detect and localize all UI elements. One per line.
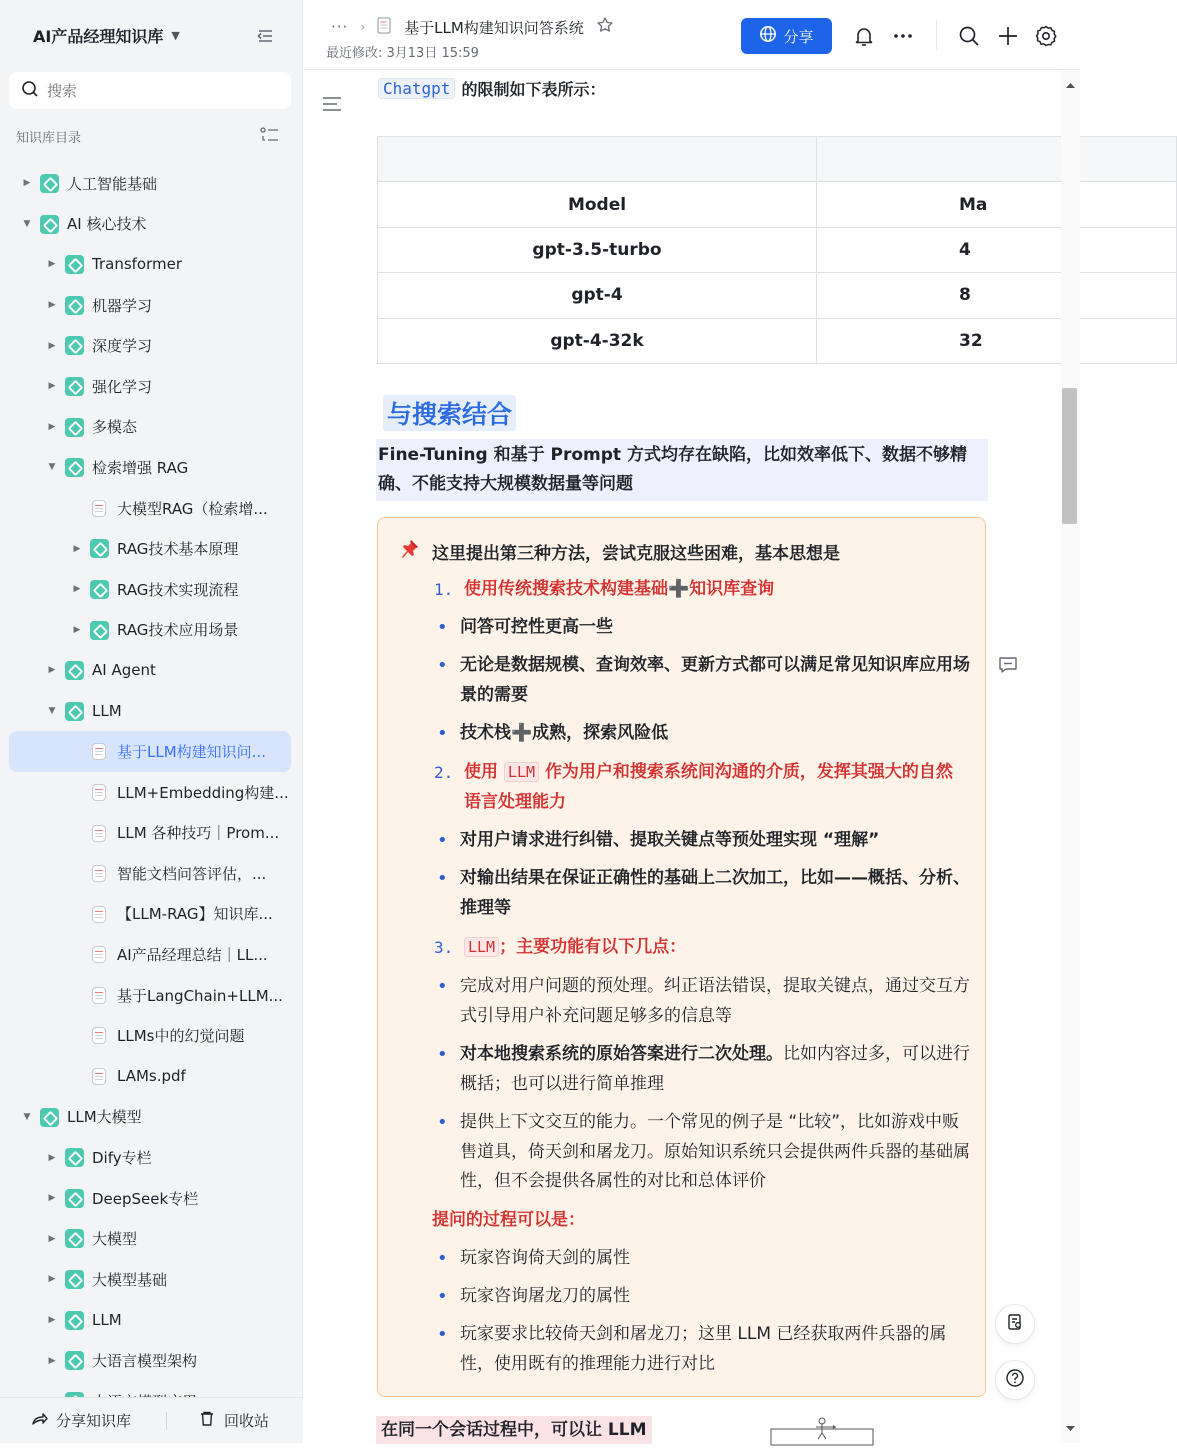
sidebar-item-label: DeepSeek专栏 xyxy=(92,1189,199,1208)
help-icon xyxy=(1005,1368,1025,1392)
sidebar-item-label: AI 核心技术 xyxy=(67,215,147,234)
caret-right-icon[interactable]: ▶ xyxy=(48,300,56,311)
section-heading: 与搜索结合 xyxy=(383,395,516,431)
share-kb-label: 分享知识库 xyxy=(56,1412,132,1430)
plus-emoji-icon: ➕ xyxy=(668,579,690,599)
sidebar-item-label: LLM 各种技巧｜Prom... xyxy=(117,824,280,843)
sidebar-item[interactable] xyxy=(0,244,303,285)
sidebar-item[interactable] xyxy=(0,610,303,651)
bullet-dot: • xyxy=(437,723,448,744)
knowledge-base-icon xyxy=(65,1229,84,1248)
kb-switcher[interactable] xyxy=(33,24,180,47)
sidebar-item[interactable] xyxy=(0,691,303,732)
bullet-dot: • xyxy=(437,1044,448,1065)
callout-lead xyxy=(398,538,840,565)
trash-button[interactable] xyxy=(198,1410,269,1432)
inline-code: Chatgpt xyxy=(378,78,455,99)
sidebar-item[interactable] xyxy=(0,1300,303,1341)
caret-right-icon[interactable]: ▶ xyxy=(48,1233,56,1244)
table-cell: 8 xyxy=(817,273,1177,318)
breadcrumb-more[interactable]: ··· xyxy=(331,18,349,36)
list-marker: 1. xyxy=(434,580,454,599)
highlight-block: 在同一个会话过程中，可以让 LLM xyxy=(376,1416,652,1444)
share-icon xyxy=(30,1410,48,1432)
table-cell: gpt-4 xyxy=(378,273,817,318)
plus-icon[interactable] xyxy=(996,24,1020,48)
table-row xyxy=(378,273,1177,318)
item-text: 问答可控性更高一些 xyxy=(460,617,613,637)
document-icon xyxy=(1006,1313,1024,1335)
caret-down-icon[interactable]: ▼ xyxy=(23,1111,31,1122)
document-icon xyxy=(92,906,106,923)
sidebar-item-label: Dify专栏 xyxy=(92,1149,152,1168)
knowledge-base-icon xyxy=(65,702,84,721)
caret-right-icon[interactable]: ▶ xyxy=(48,1274,56,1285)
table-cell: gpt-3.5-turbo xyxy=(378,227,817,272)
sidebar-item[interactable] xyxy=(0,1178,303,1219)
callout-lead-text: 这里提出第三种方法，尝试克服这些困难，基本思想是 xyxy=(432,544,840,564)
table-cell: Ma xyxy=(817,182,1177,227)
sidebar-item-label: RAG技术实现流程 xyxy=(117,580,239,599)
caret-right-icon[interactable]: ▶ xyxy=(48,665,56,676)
sidebar-item-label: 多模态 xyxy=(92,418,138,437)
sidebar-item[interactable] xyxy=(0,569,303,610)
item-text: 技术栈 xyxy=(460,723,511,743)
sidebar-item-label: 人工智能基础 xyxy=(67,174,158,193)
sidebar-item-label: 深度学习 xyxy=(92,337,153,356)
sidebar-item[interactable] xyxy=(0,1218,303,1259)
doc-content xyxy=(304,71,1060,1443)
sidebar-item[interactable] xyxy=(0,934,303,975)
sidebar-item-label: 基于LLM构建知识问... xyxy=(117,743,266,762)
knowledge-base-icon xyxy=(40,215,59,234)
sidebar-item-label: 基于LangChain+LLM... xyxy=(117,986,283,1005)
sidebar-item[interactable] xyxy=(0,1259,303,1300)
caret-right-icon[interactable]: ▶ xyxy=(23,178,31,189)
search-icon xyxy=(21,80,39,102)
item-text: 玩家咨询屠龙刀的属性 xyxy=(460,1286,630,1306)
doc-icon xyxy=(377,17,392,38)
directory-label: 知识库目录 xyxy=(16,131,82,146)
sub-heading: 提问的过程可以是： xyxy=(432,1210,585,1230)
limits-table xyxy=(377,136,986,363)
caret-down-icon[interactable]: ▼ xyxy=(23,218,31,229)
sidebar-item[interactable] xyxy=(0,772,303,813)
list-view-icon[interactable] xyxy=(260,126,280,144)
sidebar-item-label: LLM大模型 xyxy=(67,1108,142,1127)
sidebar-item[interactable] xyxy=(0,366,303,407)
caret-right-icon[interactable]: ▶ xyxy=(73,543,81,554)
chevron-right-icon: › xyxy=(360,20,366,34)
bullet-dot: • xyxy=(437,1112,448,1133)
sidebar-item-label: RAG技术基本原理 xyxy=(117,540,239,559)
knowledge-base-icon xyxy=(65,1148,84,1167)
sidebar-item[interactable] xyxy=(0,1015,303,1056)
knowledge-base-icon xyxy=(90,580,109,599)
item-text: 使用 xyxy=(464,762,498,782)
caret-right-icon[interactable]: ▶ xyxy=(48,1193,56,1204)
diagram-preview xyxy=(770,1415,874,1445)
star-icon[interactable] xyxy=(596,16,614,38)
knowledge-base-icon xyxy=(65,1270,84,1289)
item-text: 比如内容过多，可以进行概括；也可以进行简单推理 xyxy=(460,1044,970,1094)
caret-down-icon: ▼ xyxy=(171,29,180,42)
sidebar-item[interactable] xyxy=(0,528,303,569)
inline-code: LLM xyxy=(504,762,539,782)
bullet-dot: • xyxy=(437,1286,448,1307)
document-icon xyxy=(92,500,106,517)
share-label: 分享 xyxy=(783,27,814,46)
sidebar-item-label: 智能文档问答评估，... xyxy=(117,864,267,883)
sidebar-item-label: 机器学习 xyxy=(92,296,153,315)
sidebar-item-label: Transformer xyxy=(92,255,183,274)
doc-title: 基于LLM构建知识问答系统 xyxy=(404,18,584,37)
share-kb-button[interactable] xyxy=(30,1410,131,1432)
doc-header xyxy=(304,0,1080,70)
knowledge-base-icon xyxy=(40,1108,59,1127)
bell-icon[interactable] xyxy=(852,24,876,48)
item-text: 玩家咨询倚天剑的属性 xyxy=(460,1248,630,1268)
knowledge-base-icon xyxy=(90,621,109,640)
knowledge-base-icon xyxy=(90,539,109,558)
knowledge-base-icon xyxy=(65,661,84,680)
divider xyxy=(166,1412,167,1430)
sidebar-item[interactable] xyxy=(0,975,303,1016)
sidebar-item-label: LLM+Embedding构建... xyxy=(117,783,289,802)
bullet-dot: • xyxy=(437,868,448,889)
bullet-dot: • xyxy=(437,655,448,676)
table-cell: 32 xyxy=(817,318,1177,363)
document-icon xyxy=(92,1027,106,1044)
table-row xyxy=(378,182,1177,227)
help-button[interactable] xyxy=(995,1360,1035,1400)
sidebar-item-label: 检索增强 RAG xyxy=(92,458,189,477)
trash-label: 回收站 xyxy=(224,1412,270,1430)
bullet-dot: • xyxy=(437,1248,448,1269)
sidebar-item-label: 强化学习 xyxy=(92,377,153,396)
intro-line xyxy=(378,77,605,100)
caret-down-icon[interactable]: ▼ xyxy=(48,462,56,473)
sidebar-item[interactable] xyxy=(0,650,303,691)
sidebar-item[interactable] xyxy=(0,204,303,245)
sidebar-item-label: AI Agent xyxy=(92,661,156,680)
knowledge-base-icon xyxy=(65,296,84,315)
item-text: 提供上下文交互的能力。一个常见的例子是 “比较”，比如游戏中贩售道具，倚天剑和屠龙刀。原始知识系统只会提供两件兵器的基础属性，但不会提供各属性的对比和总体评价 xyxy=(460,1112,970,1191)
sidebar-item-label: 【LLM-RAG】知识库... xyxy=(117,905,273,924)
sidebar-item-label: AI产品经理总结｜LL... xyxy=(117,946,268,965)
knowledge-base-icon xyxy=(65,377,84,396)
list-marker: 2. xyxy=(434,763,454,782)
knowledge-base-icon xyxy=(65,418,84,437)
table-cell: Model xyxy=(378,182,817,227)
item-text: 对本地搜索系统的原始答案进行二次处理。 xyxy=(460,1044,783,1064)
sidebar-item-label: RAG技术应用场景 xyxy=(117,621,239,640)
bullet-dot: • xyxy=(437,1324,448,1345)
sidebar-item[interactable] xyxy=(0,1097,303,1138)
plus-emoji-icon: ➕ xyxy=(511,723,533,743)
sidebar xyxy=(0,0,303,1443)
caret-right-icon[interactable]: ▶ xyxy=(73,584,81,595)
sidebar-item[interactable] xyxy=(0,407,303,448)
sidebar-item[interactable] xyxy=(0,894,303,935)
doc-info-button[interactable] xyxy=(995,1304,1035,1344)
caret-down-icon[interactable]: ▼ xyxy=(48,706,56,717)
item-text: 成熟，探索风险低 xyxy=(532,723,669,743)
collapse-sidebar-icon[interactable] xyxy=(254,25,276,47)
breadcrumb xyxy=(331,16,614,38)
search-input[interactable] xyxy=(47,82,267,100)
sidebar-item[interactable] xyxy=(0,813,303,854)
knowledge-base-icon xyxy=(65,458,84,477)
sidebar-item[interactable] xyxy=(0,325,303,366)
bullet-dot: • xyxy=(437,617,448,638)
trash-icon xyxy=(198,1410,216,1432)
item-text: 对用户请求进行纠错、提取关键点等预处理实现 “理解” xyxy=(460,830,880,850)
sidebar-footer xyxy=(0,1397,303,1443)
document-icon xyxy=(92,946,106,963)
caret-right-icon[interactable]: ▶ xyxy=(48,340,56,351)
caret-right-icon[interactable]: ▶ xyxy=(48,1355,56,1366)
intro-text: 的限制如下表所示： xyxy=(461,80,606,99)
knowledge-base-icon xyxy=(65,1351,84,1370)
table-row xyxy=(378,318,1177,363)
item-text: 无论是数据规模、查询效率、更新方式都可以满足常见知识库应用场景的需要 xyxy=(460,655,970,705)
list-marker: 3. xyxy=(434,938,454,957)
table-cell: gpt-4-32k xyxy=(378,318,817,363)
caret-right-icon[interactable]: ▶ xyxy=(48,1314,56,1325)
document-icon xyxy=(92,743,106,760)
search-icon[interactable] xyxy=(957,24,981,48)
inline-code: LLM xyxy=(464,937,499,957)
table-cell xyxy=(817,137,1177,182)
knowledge-base-icon xyxy=(65,1311,84,1330)
table-cell xyxy=(378,137,817,182)
comment-icon[interactable] xyxy=(998,655,1022,679)
kb-tree xyxy=(0,163,303,1395)
callout-block xyxy=(377,517,986,1397)
sidebar-item[interactable] xyxy=(0,1137,303,1178)
bullet-dot: • xyxy=(437,976,448,997)
last-modified: 最近修改: 3月13日 15:59 xyxy=(326,46,479,61)
pushpin-icon xyxy=(398,538,420,565)
item-text: 对输出结果在保证正确性的基础上二次加工，比如——概括、分析、推理等 xyxy=(460,868,970,918)
outline-icon[interactable] xyxy=(322,95,342,113)
knowledge-base-icon xyxy=(40,174,59,193)
highlight-block: Fine-Tuning 和基于 Prompt 方式均存在缺陷，比如效率低下、数据不够精确、不能支持大规模数据量等问题 xyxy=(376,439,988,501)
document-icon xyxy=(92,1068,106,1085)
document-icon xyxy=(92,865,106,882)
knowledge-base-icon xyxy=(65,1189,84,1208)
sidebar-item[interactable] xyxy=(0,447,303,488)
sidebar-item[interactable] xyxy=(0,488,303,529)
caret-right-icon[interactable]: ▶ xyxy=(48,1152,56,1163)
share-button[interactable] xyxy=(741,18,832,54)
item-text: 作为用户和搜索系统间沟通的介质，发挥其强大的自然语言处理能力 xyxy=(464,762,953,812)
gear-icon[interactable] xyxy=(1034,24,1058,48)
sidebar-item-label: 大语言模型架构 xyxy=(92,1352,198,1371)
globe-icon xyxy=(759,25,777,47)
sidebar-item-label: LLM xyxy=(92,702,122,721)
table-cell: 4 xyxy=(817,227,1177,272)
sidebar-item-label: LAMs.pdf xyxy=(117,1067,186,1086)
sidebar-item-label: 大模型RAG（检索增... xyxy=(117,499,268,518)
sidebar-item-label: 大模型 xyxy=(92,1230,138,1249)
sidebar-item[interactable] xyxy=(9,731,291,772)
sidebar-item-label: LLM xyxy=(92,1310,122,1329)
scrollbar-track[interactable] xyxy=(1061,71,1080,1443)
divider xyxy=(936,20,937,50)
caret-right-icon[interactable]: ▶ xyxy=(48,381,56,392)
caret-right-icon[interactable]: ▶ xyxy=(73,624,81,635)
table-header-row xyxy=(378,137,1177,182)
sidebar-item-label: 大模型基础 xyxy=(92,1270,168,1289)
bullet-dot: • xyxy=(437,830,448,851)
caret-right-icon[interactable]: ▶ xyxy=(48,421,56,432)
sidebar-item[interactable] xyxy=(0,1340,303,1381)
document-icon xyxy=(92,825,106,842)
table-row xyxy=(378,227,1177,272)
sidebar-item[interactable] xyxy=(0,163,303,204)
search-box[interactable] xyxy=(9,72,291,109)
knowledge-base-icon xyxy=(65,255,84,274)
document-icon xyxy=(92,987,106,1004)
sidebar-item-label: LLMs中的幻觉问题 xyxy=(117,1027,245,1046)
sidebar-item[interactable] xyxy=(0,285,303,326)
kb-title: AI产品经理知识库 xyxy=(33,27,164,46)
item-text: 玩家要求比较倚天剑和屠龙刀；这里 LLM 已经获取两件兵器的属性，使用既有的推理能力进行对比 xyxy=(460,1324,947,1374)
scrollbar-thumb[interactable] xyxy=(1062,388,1077,524)
caret-right-icon[interactable]: ▶ xyxy=(48,259,56,270)
item-text: 完成对用户问题的预处理。纠正语法错误，提取关键点，通过交互方式引导用户补充问题足够多的信息等 xyxy=(460,976,970,1026)
item-text: ；主要功能有以下几点： xyxy=(499,937,687,957)
document-icon xyxy=(92,784,106,801)
item-text: 知识库查询 xyxy=(689,579,775,599)
sidebar-item[interactable] xyxy=(0,853,303,894)
more-icon[interactable] xyxy=(891,24,915,48)
item-text: 使用传统搜索技术构建基础 xyxy=(464,579,668,599)
sidebar-item[interactable] xyxy=(0,1056,303,1097)
knowledge-base-icon xyxy=(65,336,84,355)
